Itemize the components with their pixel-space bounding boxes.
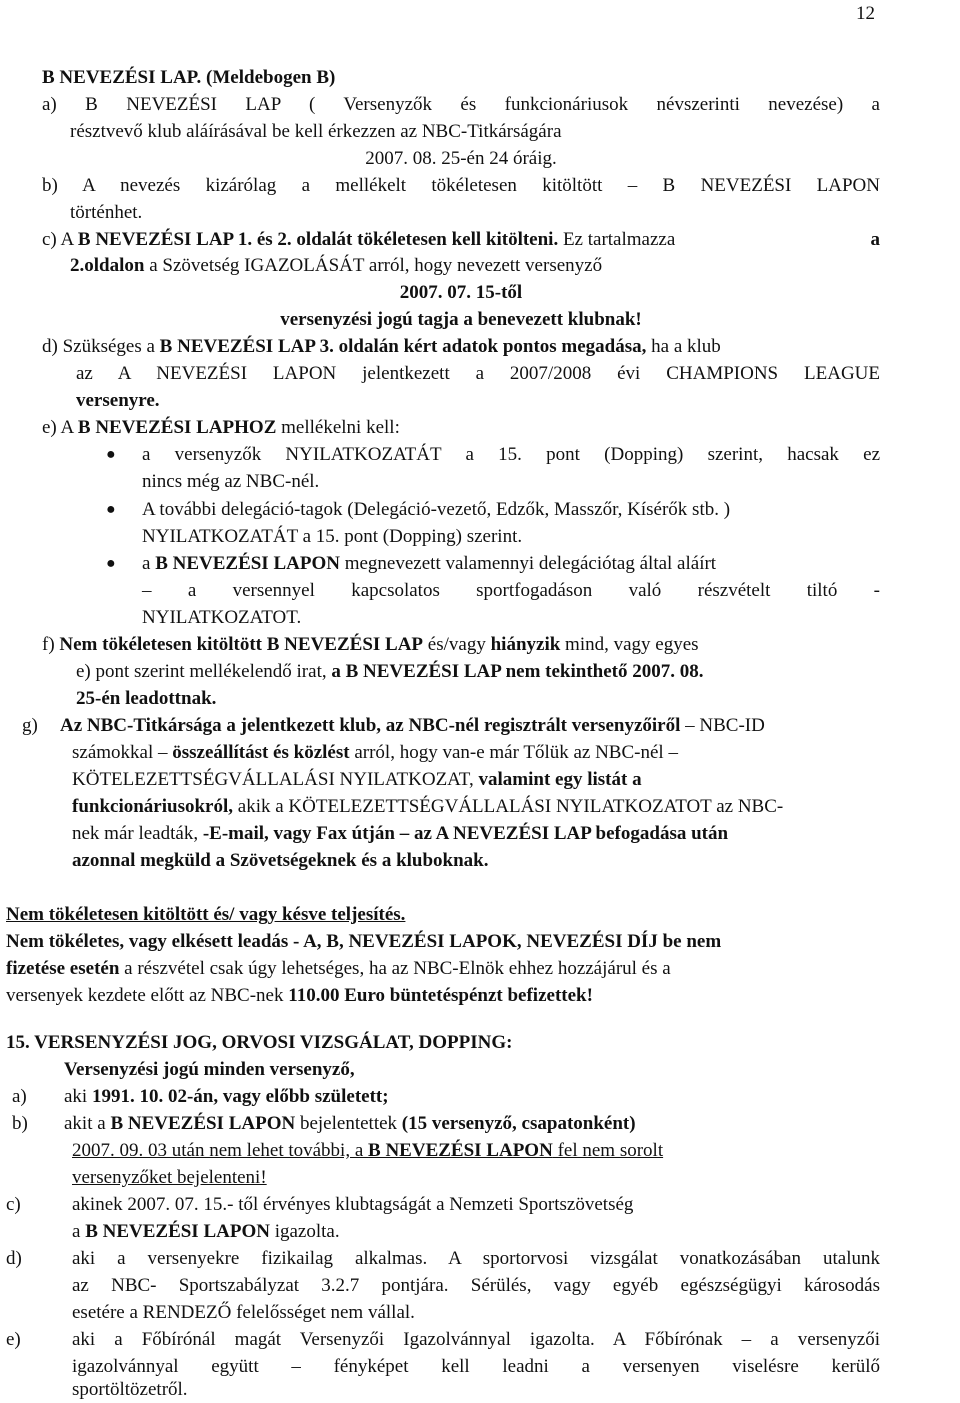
item-c-line3: 2007. 07. 15-től xyxy=(399,282,523,303)
section-title: B NEVEZÉSI LAP. (Meldebogen B) xyxy=(42,67,336,88)
item-g-line4 xyxy=(72,793,783,820)
item-g4-post: akik a KÖTELEZETTSÉGVÁLLALÁSI NYILATKOZATOT az NBC- xyxy=(233,796,784,817)
item-f-mid: és/vagy xyxy=(423,634,491,655)
s15-b-bold1: B NEVEZÉSI LAPON xyxy=(110,1113,296,1134)
s15-d-line2: az NBC- Sportszabályzat 3.2.7 pontjára. Sérülés, vagy egyéb egészségügyi károsodás xyxy=(72,1275,880,1296)
item-d-bold2: oldalán kért adatok pontos megadása, xyxy=(333,336,647,357)
item-e-post: mellékelni kell: xyxy=(276,417,400,438)
item-g2-post: arról, hogy van-e már Tőlük az NBC-nél – xyxy=(349,742,678,763)
item-c-line4: versenyzési jogú tagja a benevezett klubnak! xyxy=(280,309,642,330)
s15-c-line1: akinek 2007. 07. 15.- től érvényes klubtagságát a Nemzeti Sportszövetség xyxy=(72,1194,634,1215)
s15-b-mid: bejelentettek xyxy=(295,1113,402,1134)
s15-a-label: a) xyxy=(12,1086,27,1107)
item-f2-pre: e) pont szerint mellékelendő irat, xyxy=(76,661,332,682)
bullet-icon: ● xyxy=(106,446,116,463)
section15-sub: Versenyzési jogú minden versenyző, xyxy=(64,1059,355,1080)
s15-b2-post: fel nem sorolt xyxy=(552,1140,664,1161)
item-g2-bold: összeállítást és közlést xyxy=(172,742,350,763)
item-e-line1 xyxy=(42,414,400,441)
late-line2 xyxy=(6,955,671,982)
item-c-post: Ez tartalmazza xyxy=(558,229,676,250)
item-d-line2: az A NEVEZÉSI LAPON jelentkezett a 2007/2008 évi CHAMPIONS LEAGUE xyxy=(76,363,880,384)
s15-d-line1: aki a versenyekre fizikailag alkalmas. A sportorvosi vizsgálat vonatkozásában utalunk xyxy=(72,1248,880,1269)
item-c2-rest: a Szövetség IGAZOLÁSÁT arról, hogy nevezett versenyző xyxy=(144,255,603,276)
item-g-line6: azonnal megküld a Szövetségeknek és a kluboknak. xyxy=(72,850,489,871)
item-g-line2 xyxy=(72,739,678,766)
item-d-post: ha a klub xyxy=(646,336,721,357)
late-line3 xyxy=(6,982,593,1009)
item-f2-bold: a B NEVEZÉSI LAP nem tekinthető 2007. 08. xyxy=(331,661,704,682)
item-f-bold2: hiányzik xyxy=(490,634,561,655)
late-line1: Nem tökéletes, vagy elkésett leadás - A, B, NEVEZÉSI LAPOK, NEVEZÉSI DÍJ be nem xyxy=(6,931,722,952)
s15-b-line1 xyxy=(64,1110,636,1137)
bullet3-line2: – a versennyel kapcsolatos sportfogadáson való részvételt tiltó - xyxy=(142,580,880,601)
item-e-pre: e) A xyxy=(42,417,78,438)
item-g-line5 xyxy=(72,820,728,847)
item-d-bold1: B NEVEZÉSI LAP 3. xyxy=(159,336,334,357)
s15-a-pre: aki xyxy=(64,1086,92,1107)
bullet1-line1: a versenyzők NYILATKOZATÁT a 15. pont (Dopping) szerint, hacsak ez xyxy=(142,444,880,465)
item-d-pre: d) Szükséges a xyxy=(42,336,160,357)
bullet-icon: ● xyxy=(106,501,116,518)
bullet3-line3: NYILATKOZATOT. xyxy=(142,607,302,628)
s15-e-line2: igazolvánnyal együtt – fényképet kell leadni a versenyen viselésre kerülő xyxy=(72,1356,880,1377)
s15-e-label: e) xyxy=(6,1329,21,1350)
item-d-line1 xyxy=(42,333,721,360)
item-c2-bold: 2.oldalon xyxy=(70,255,145,276)
s15-e-line3: sportöltözetről. xyxy=(72,1379,188,1400)
item-b-line2: történhet. xyxy=(70,202,143,223)
item-g-bold: Az NBC-Titkársága a jelentkezett klub, az NBC-nél regisztrált versenyzőiről xyxy=(60,715,681,736)
bullet3-line1 xyxy=(142,550,716,577)
item-f-line3: 25-én leadottnak. xyxy=(76,688,217,709)
page-number: 12 xyxy=(856,3,875,24)
s15-b-bold2: (15 versenyző, csapatonként) xyxy=(401,1113,636,1134)
s15-a-line xyxy=(64,1083,389,1110)
s15-d-line3: esetére a RENDEZŐ felelősséget nem vállal. xyxy=(72,1302,415,1323)
item-a-line2: résztvevő klub aláírásával be kell érkezzen az NBC-Titkárságára xyxy=(70,121,562,142)
bullet3-pre: a xyxy=(142,553,156,574)
item-g3-pre: KÖTELEZETTSÉGVÁLLALÁSI NYILATKOZAT, xyxy=(72,769,479,790)
s15-b-line2 xyxy=(72,1137,663,1164)
item-g-line1 xyxy=(60,712,765,739)
item-c-end: a xyxy=(870,229,880,250)
item-g5-bold: -E-mail, vagy Fax útján – az A NEVEZÉSI LAP befogadása után xyxy=(202,823,729,844)
s15-b2-pre: 2007. 09. 03 után nem lehet további, a xyxy=(72,1140,369,1161)
s15-b-line3: versenyzőket bejelenteni! xyxy=(72,1167,267,1188)
item-f-post: mind, vagy egyes xyxy=(560,634,699,655)
late-line3-bold: 110.00 Euro büntetéspénzt befizettek! xyxy=(288,985,593,1006)
s15-c2-post: igazolta. xyxy=(269,1221,340,1242)
item-c-line1 xyxy=(42,226,880,253)
item-g3-bold: valamint egy listát a xyxy=(478,769,642,790)
bullet1-line2: nincs még az NBC-nél. xyxy=(142,471,320,492)
item-a-line1: a) B NEVEZÉSI LAP ( Versenyzők és funkcionáriusok névszerinti nevezése) a xyxy=(42,94,880,115)
late-line2-post: a részvétel csak úgy lehetséges, ha az NBC-Elnök ehhez hozzájárul és a xyxy=(119,958,671,979)
item-f-pre: f) xyxy=(42,634,60,655)
item-g-post: – NBC-ID xyxy=(680,715,765,736)
s15-c-line2 xyxy=(72,1218,340,1245)
late-line3-pre: versenyek kezdete előtt az NBC-nek xyxy=(6,985,289,1006)
s15-c2-pre: a xyxy=(72,1221,86,1242)
late-line2-bold: fizetése esetén xyxy=(6,958,120,979)
item-g-label: g) xyxy=(22,715,38,736)
item-d-line3: versenyre. xyxy=(76,390,160,411)
section15-heading: 15. VERSENYZÉSI JOG, ORVOSI VIZSGÁLAT, DOPPING: xyxy=(6,1032,513,1053)
s15-b-label: b) xyxy=(12,1113,28,1134)
item-a-line3: 2007. 08. 25-én 24 óráig. xyxy=(365,148,557,169)
item-c-bold: B NEVEZÉSI LAP 1. és 2. oldalát tökéletesen kell kitölteni. xyxy=(77,229,559,250)
late-heading: Nem tökéletesen kitöltött és/ vagy késve teljesítés. xyxy=(6,904,406,925)
item-c-line2 xyxy=(70,252,602,279)
item-g2-pre: számokkal – xyxy=(72,742,173,763)
bullet-icon: ● xyxy=(106,555,116,572)
item-c-pre: c) A xyxy=(42,229,78,250)
s15-c2-bold: B NEVEZÉSI LAPON xyxy=(85,1221,270,1242)
item-g-line3 xyxy=(72,766,642,793)
item-f-line2 xyxy=(76,658,703,685)
s15-e-line1: aki a Főbírónál magát Versenyzői Igazolvánnyal igazolta. A Főbírónak – a versenyzői xyxy=(72,1329,880,1350)
item-f-line1 xyxy=(42,631,699,658)
bullet2-line2: NYILATKOZATÁT a 15. pont (Dopping) szerint. xyxy=(142,526,523,547)
item-f-bold: Nem tökéletesen kitöltött B NEVEZÉSI LAP xyxy=(59,634,424,655)
bullet3-post: megnevezett valamennyi delegációtag által aláírt xyxy=(339,553,717,574)
s15-b-pre: akit a xyxy=(64,1113,111,1134)
s15-c-label: c) xyxy=(6,1194,21,1215)
s15-b2-bold: B NEVEZÉSI LAPON xyxy=(368,1140,553,1161)
item-g5-pre: nek már leadták, xyxy=(72,823,203,844)
item-b-line1: b) A nevezés kizárólag a mellékelt tökéletesen kitöltött – B NEVEZÉSI LAPON xyxy=(42,175,880,196)
item-e-bold: B NEVEZÉSI LAPHOZ xyxy=(77,417,277,438)
bullet3-bold: B NEVEZÉSI LAPON xyxy=(155,553,340,574)
s15-d-label: d) xyxy=(6,1248,22,1269)
item-g4-bold: funkcionáriusokról, xyxy=(72,796,234,817)
bullet2-line1: A további delegáció-tagok (Delegáció-vezető, Edzők, Masszőr, Kísérők stb. ) xyxy=(142,499,731,520)
s15-a-bold: 1991. 10. 02-án, vagy előbb született; xyxy=(91,1086,389,1107)
